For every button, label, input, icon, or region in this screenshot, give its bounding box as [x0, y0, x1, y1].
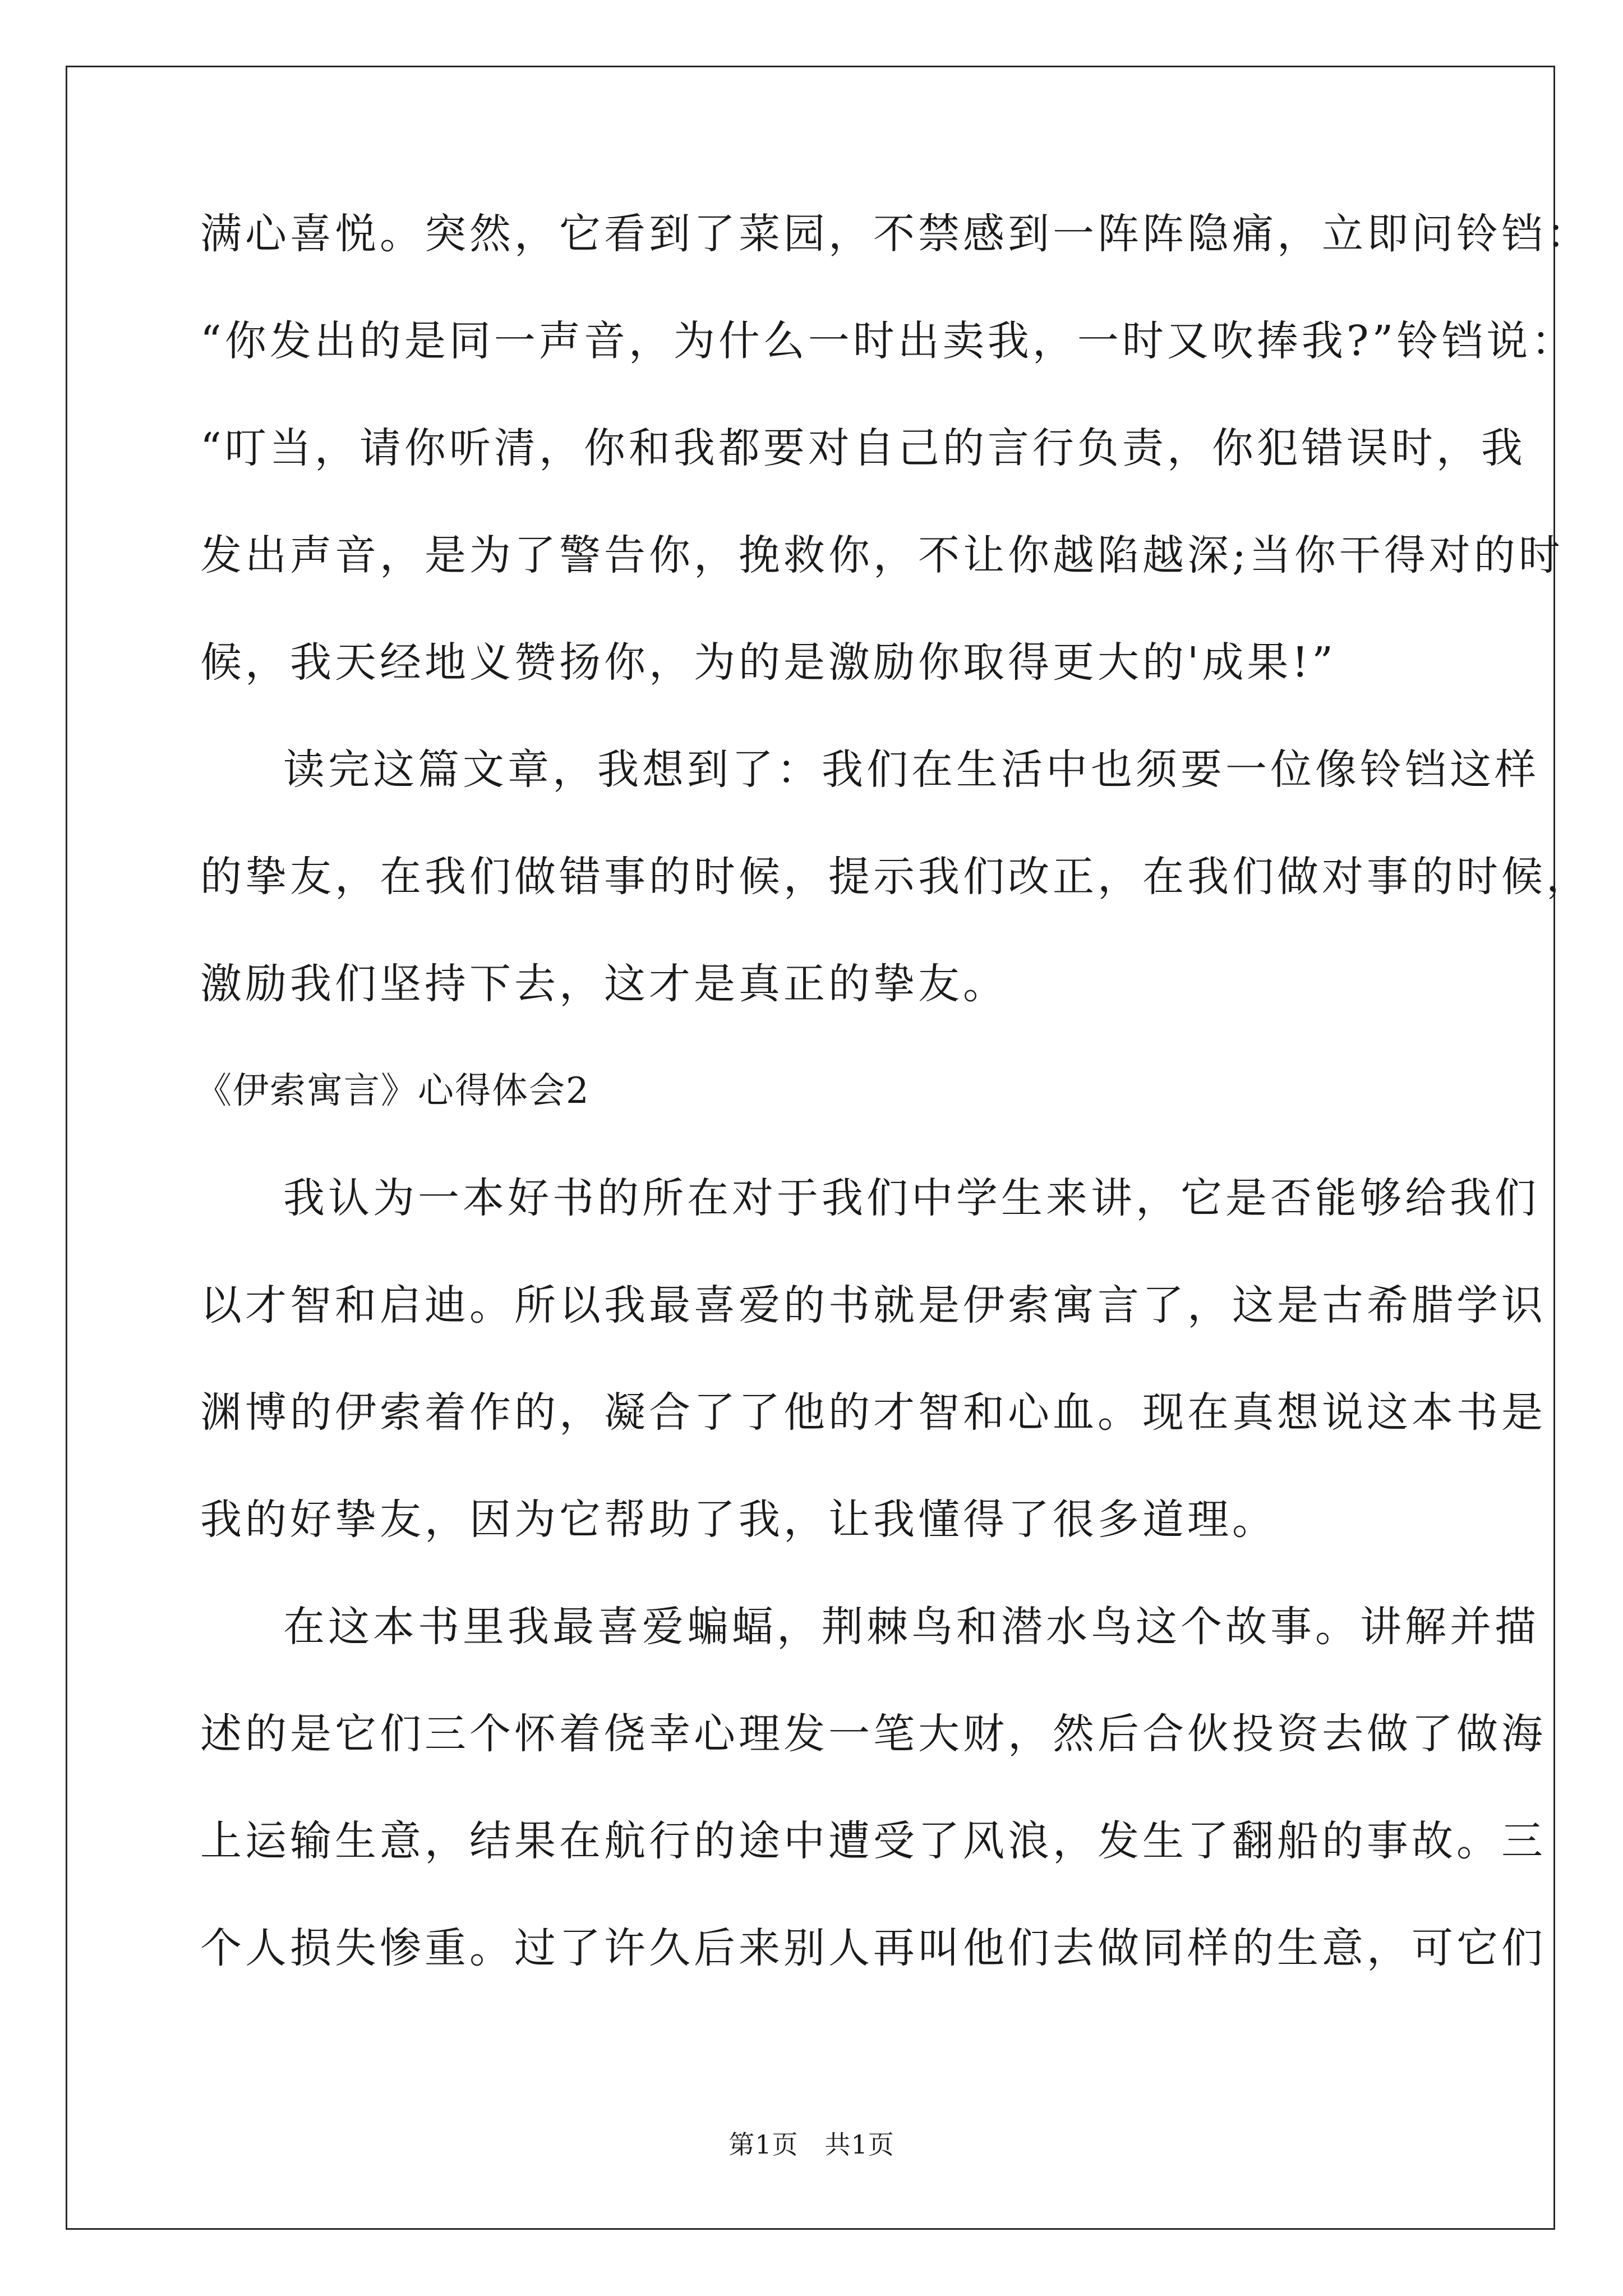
- text-line: 在这本书里我最喜爱蝙蝠，荆棘鸟和潜水鸟这个故事。讲解并描: [283, 1603, 1539, 1651]
- text-line: 我认为一本好书的所在对于我们中学生来讲，它是否能够给我们: [283, 1174, 1539, 1222]
- document-body: [196, 210, 1591, 2035]
- text-line: 读完这篇文章，我想到了：我们在生活中也须要一位像铃铛这样: [283, 746, 1539, 794]
- text-line: 上运输生意，结果在航行的途中遭受了风浪，发生了翻船的事故。三: [200, 1817, 1546, 1865]
- text-line: 满心喜悦。突然，它看到了菜园，不禁感到一阵阵隐痛，立即问铃铛：: [200, 210, 1591, 258]
- text-line: 我的好挚友，因为它帮助了我，让我懂得了很多道理。: [200, 1496, 1277, 1544]
- text-line: 个人损失惨重。过了许久后来别人再叫他们去做同样的生意，可它们: [200, 1924, 1546, 1972]
- text-line: 以才智和启迪。所以我最喜爱的书就是伊索寓言了，这是古希腊学识: [200, 1281, 1546, 1329]
- section-heading: 《伊索寓言》心得体会2: [196, 1070, 590, 1112]
- text-line: 渊博的伊索着作的，凝合了了他的才智和心血。现在真想说这本书是: [200, 1388, 1546, 1437]
- text-line: 发出声音，是为了警告你，挽救你，不让你越陷越深;当你干得对的时: [200, 531, 1564, 579]
- text-line: “叮当，请你听清，你和我都要对自己的言行负责，你犯错误时，我: [200, 424, 1526, 472]
- text-line: “你发出的是同一声音，为什么一时出卖我，一时又吹捧我?”铃铛说：: [200, 317, 1576, 365]
- text-line: 候，我天经地义赞扬你，为的是激励你取得更大的'成果!”: [200, 638, 1336, 687]
- text-line: 激励我们坚持下去，这才是真正的挚友。: [200, 960, 1008, 1008]
- page-footer: 第1页 共1页: [728, 2129, 895, 2160]
- text-line: 的挚友，在我们做错事的时候，提示我们改正，在我们做对事的时候，: [200, 853, 1591, 901]
- text-line: 述的是它们三个怀着侥幸心理发一笔大财，然后合伙投资去做了做海: [200, 1710, 1546, 1758]
